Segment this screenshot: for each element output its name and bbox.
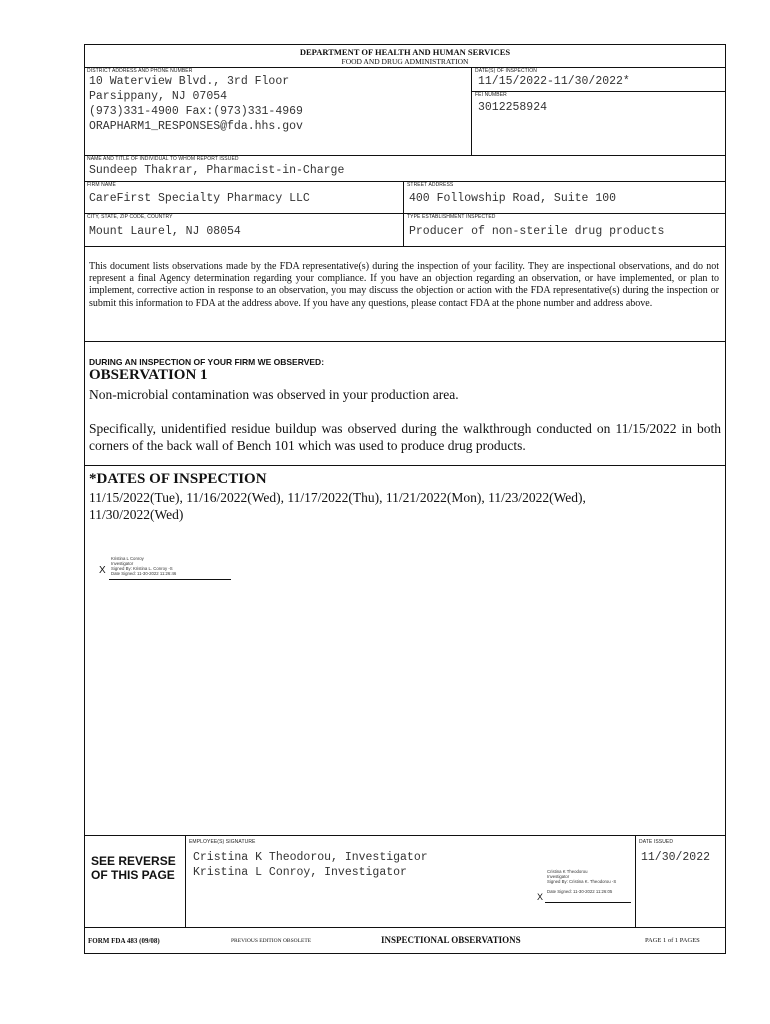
individual-value: Sundeep Thakrar, Pharmacist-in-Charge bbox=[89, 164, 345, 177]
observations-intro: DURING AN INSPECTION OF YOUR FIRM WE OBSERVED: bbox=[89, 357, 325, 367]
city-value: Mount Laurel, NJ 08054 bbox=[89, 225, 241, 238]
inline-sig-date: Date Signed: 11-30-2022 11:26:46 bbox=[111, 571, 177, 576]
dates-section-title: *DATES OF INSPECTION bbox=[89, 471, 267, 487]
inline-signature bbox=[99, 557, 239, 587]
type-label: TYPE ESTABLISHMENT INSPECTED bbox=[407, 214, 496, 220]
department-title: DEPARTMENT OF HEALTH AND HUMAN SERVICES bbox=[299, 47, 511, 57]
form-id: FORM FDA 483 (09/08) bbox=[88, 937, 160, 945]
district-line-4: ORAPHARM1_RESPONSES@fda.hhs.gov bbox=[89, 120, 303, 133]
form-header bbox=[85, 47, 725, 66]
observation-summary: Non-microbial contamination was observed in your production area. bbox=[89, 387, 459, 402]
date-issued-value: 11/30/2022 bbox=[641, 851, 711, 864]
small-sig-role: Investigator bbox=[547, 874, 570, 879]
form-title: INSPECTIONAL OBSERVATIONS bbox=[381, 935, 521, 945]
previous-edition: PREVIOUS EDITION OBSOLETE bbox=[231, 938, 312, 944]
date-issued-label: DATE ISSUED bbox=[639, 839, 674, 845]
city-label: CITY, STATE, ZIP CODE, COUNTRY bbox=[87, 214, 173, 220]
district-line-2: Parsippany, NJ 07054 bbox=[89, 90, 228, 103]
see-reverse-line-2: OF THIS PAGE bbox=[91, 868, 175, 882]
district-line-1: 10 Waterview Blvd., 3rd Floor bbox=[89, 75, 290, 88]
employee-signature-label: EMPLOYEE(S) SIGNATURE bbox=[189, 839, 256, 845]
district-line-3: (973)331-4900 Fax:(973)331-4969 bbox=[89, 105, 303, 118]
observation-title: OBSERVATION 1 bbox=[89, 367, 208, 383]
see-reverse bbox=[91, 854, 176, 882]
small-sig-signed: Signed By: Cristina K. Theodorou -S bbox=[547, 879, 617, 884]
firm-name-label: FIRM NAME bbox=[87, 182, 116, 188]
individual-label: NAME AND TITLE OF INDIVIDUAL TO WHOM REPORT ISSUED bbox=[87, 156, 239, 162]
dates-section-text: 11/15/2022(Tue), 11/16/2022(Wed), 11/17/2022(Thu), 11/21/2022(Mon), 11/23/2022(Wed), 11/30/2022(Wed) bbox=[89, 490, 586, 522]
employee-e-signature bbox=[531, 870, 631, 904]
small-sig-name: Cristina K Theodorou bbox=[547, 869, 588, 874]
fei-value: 3012258924 bbox=[478, 101, 548, 114]
employee-2: Kristina L Conroy, Investigator bbox=[193, 866, 407, 879]
agency-title: FOOD AND DRUG ADMINISTRATION bbox=[341, 57, 469, 66]
inline-sig-role: Investigator bbox=[111, 561, 134, 566]
inspection-dates-value: 11/15/2022-11/30/2022* bbox=[478, 75, 630, 88]
page-number: PAGE 1 of 1 PAGES bbox=[645, 937, 700, 944]
district-label: DISTRICT ADDRESS AND PHONE NUMBER bbox=[87, 68, 193, 74]
notice-paragraph: This document lists observations made by the FDA representative(s) during the inspection of your facility. They are inspectional observations, and do not represent a final Agency determination regarding your compliance. If you have an objection regarding an observation, or have implemented, or plan to implement, corrective action in response to an observation, you may discuss the objection or action with the FDA representative(s) during the inspection or submit this information to FDA at the address above. If you have any questions, please contact FDA at the phone number and address above. bbox=[89, 261, 719, 309]
small-sig-date: Date Signed: 11-30-2022 11:26:05 bbox=[547, 889, 613, 894]
small-sig-mark: X bbox=[537, 892, 544, 902]
observation-detail: Specifically, unidentified residue buildup was observed during the walkthrough conducted on 11/15/2022 in both corners of the back wall of Bench 101 which was used to produce drug products. bbox=[89, 421, 721, 453]
firm-name-value: CareFirst Specialty Pharmacy LLC bbox=[89, 192, 310, 205]
see-reverse-line-1: SEE REVERSE bbox=[91, 854, 176, 868]
street-value: 400 Followship Road, Suite 100 bbox=[409, 192, 617, 205]
inline-sig-name: Kristina L Conroy bbox=[111, 556, 144, 561]
type-value: Producer of non-sterile drug products bbox=[409, 225, 665, 238]
fei-label: FEI NUMBER bbox=[475, 92, 507, 98]
inline-sig-signed: Signed By: Kristina L. Conroy -S bbox=[111, 566, 173, 571]
street-label: STREET ADDRESS bbox=[407, 182, 454, 188]
inspection-dates-label: DATE(S) OF INSPECTION bbox=[475, 68, 538, 74]
inline-sig-mark: X bbox=[99, 565, 106, 576]
fda-483-form bbox=[84, 44, 726, 954]
employee-1: Cristina K Theodorou, Investigator bbox=[193, 851, 428, 864]
